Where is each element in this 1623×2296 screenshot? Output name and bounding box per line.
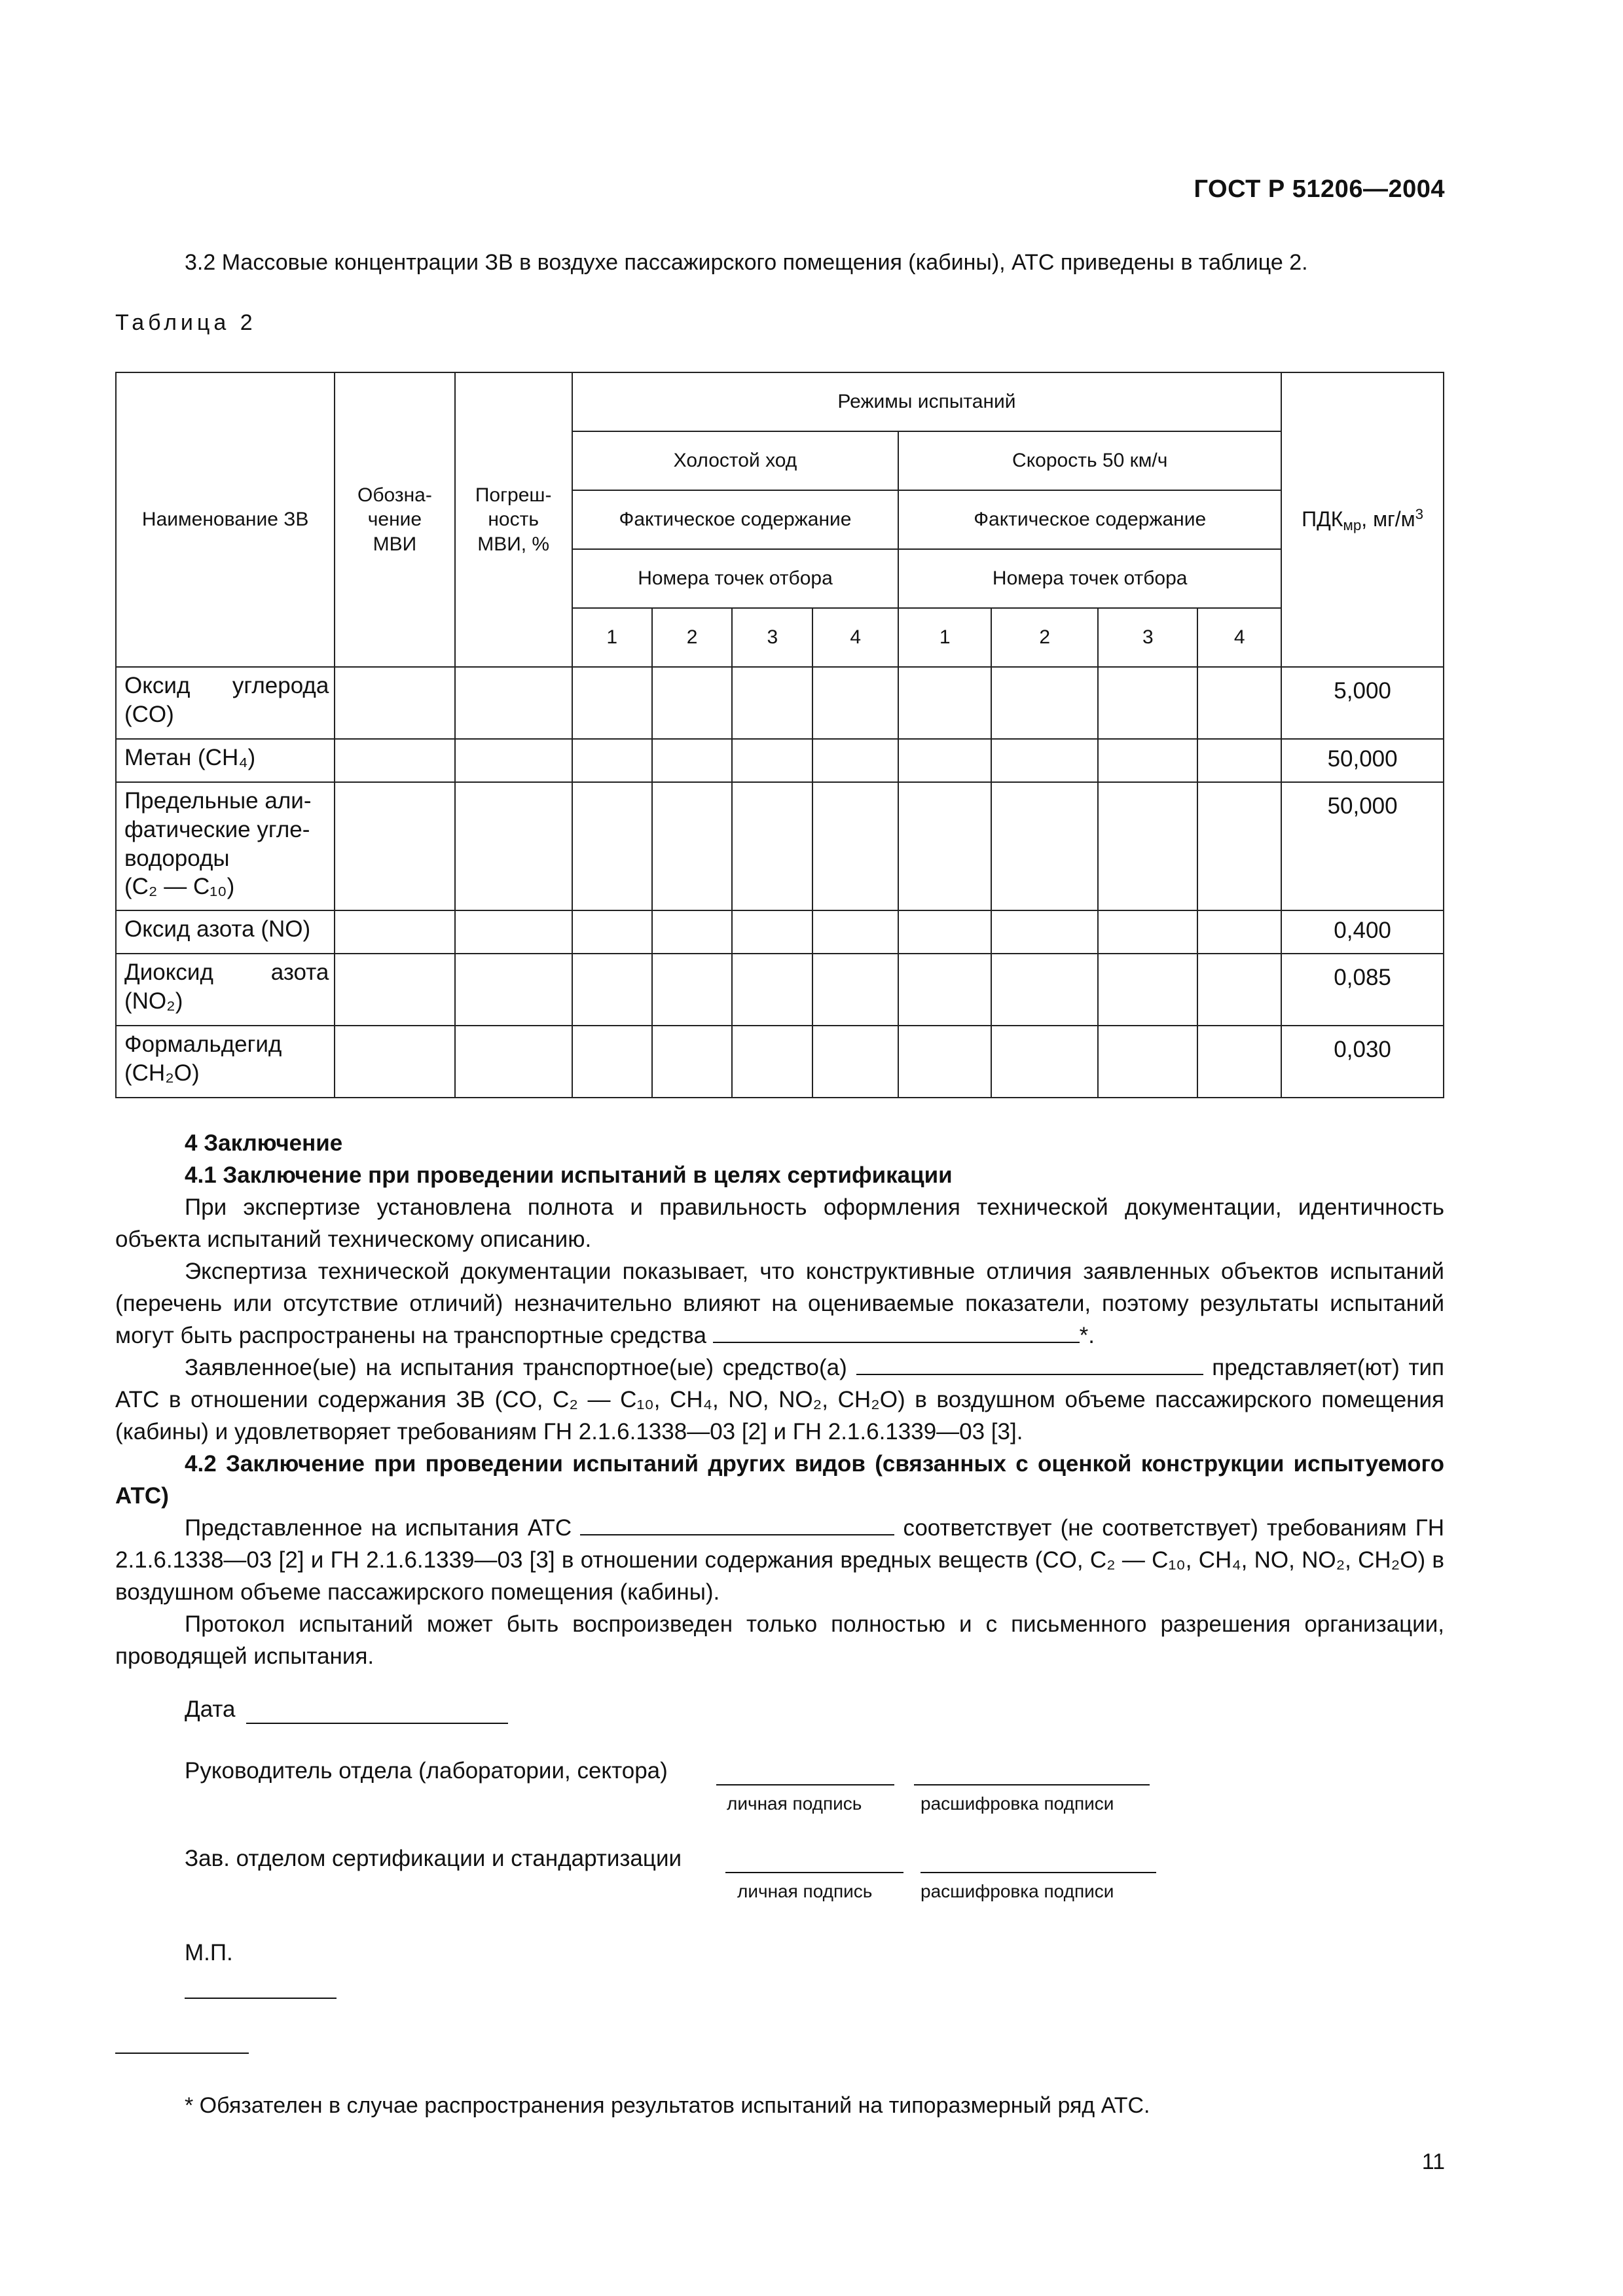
header-name: Наименование ЗВ: [116, 372, 335, 667]
personal-signature-caption: личная подпись: [737, 1881, 873, 1901]
paragraph-4: Представленное на испытания АТС соответствует (не соответствует) требованиям ГН 2.1.6.1338—03 [2] и ГН 2.1.6.1339—03 [3] в отношении содержания вредных веществ (CO, C₂ — C₁₀, CH₄, NO, NO₂, CH₂O) в воздушном объеме пассажирского помещения (кабины).: [115, 1515, 1444, 1605]
page-number: 11: [1421, 2149, 1445, 2174]
personal-signature-caption: личная подпись: [727, 1793, 862, 1814]
pollutant-name: Метан (CH₄): [116, 739, 335, 782]
table-row: [116, 954, 1444, 1026]
signature-decoding-caption: расшифровка подписи: [921, 1793, 1114, 1814]
header-error: Погреш- ность МВИ, %: [455, 372, 572, 667]
cert-name-blank[interactable]: [921, 1848, 1156, 1873]
vehicle-blank[interactable]: [713, 1322, 1080, 1343]
header-pdk: $ПДК_{мр}$, $мг/м^3$: [1281, 372, 1444, 667]
signature-decoding-caption: расшифровка подписи: [921, 1881, 1114, 1901]
pollutant-name: Диоксид азота (NO₂): [116, 954, 335, 1026]
pollutant-name: Формальдегид (CH₂O): [116, 1026, 335, 1098]
point-number: 3: [1098, 608, 1197, 667]
heading-4: 4 Заключение: [185, 1130, 343, 1156]
cert-signature-blank[interactable]: [725, 1848, 903, 1873]
head-name-blank[interactable]: [914, 1761, 1150, 1785]
head-signature-blank[interactable]: [716, 1761, 894, 1785]
heading-4-2: 4.2 Заключение при проведении испытаний других видов (связанных с оценкой конструкции испытуемого АТС): [115, 1451, 1444, 1509]
cert-head-label: Зав. отделом сертификации и стандартизации: [185, 1846, 682, 1871]
table-row: [116, 782, 1444, 910]
concentration-table: [115, 372, 1444, 1098]
table-row: [116, 667, 1444, 739]
date-blank[interactable]: [246, 1699, 508, 1724]
pdk-value: 0,085: [1281, 954, 1444, 1026]
standard-title: ГОСТ Р 51206—2004: [1194, 175, 1445, 203]
vehicle-blank[interactable]: [580, 1515, 894, 1535]
header-actual-content-idle: Фактическое содержание: [572, 490, 898, 549]
point-number: 2: [991, 608, 1098, 667]
paragraph-2: Экспертиза технической документации показывает, что конструктивные отличия заявленных объектов испытаний (перечень или отсутствие отличий) незначительно влияют на оцениваемые показатели, поэтому результаты испытаний могут быть распространены на транспортные средства *.: [115, 1259, 1444, 1348]
point-number: 1: [898, 608, 991, 667]
table-row: [116, 910, 1444, 954]
stamp-line: [185, 1977, 337, 1999]
vehicle-blank[interactable]: [856, 1354, 1203, 1375]
pollutant-name: Оксид углерода (CO): [116, 667, 335, 739]
pollutant-name: Предельные али- фатические угле- водороды (C₂ — C₁₀): [116, 782, 335, 910]
pdk-value: 50,000: [1281, 782, 1444, 910]
header-actual-content-speed: Фактическое содержание: [898, 490, 1281, 549]
pdk-value: 5,000: [1281, 667, 1444, 739]
pollutant-name: Оксид азота (NO): [116, 910, 335, 954]
header-test-modes: Режимы испытаний: [572, 372, 1281, 431]
intro-paragraph: 3.2 Массовые концентрации ЗВ в воздухе пассажирского помещения (кабины), АТС приведены в таблице 2.: [185, 250, 1308, 275]
heading-4-1: 4.1 Заключение при проведении испытаний в целях сертификации: [185, 1162, 953, 1188]
head-label: Руководитель отдела (лаборатории, сектора): [185, 1758, 668, 1784]
pdk-value: 0,400: [1281, 910, 1444, 954]
table-row: [116, 739, 1444, 782]
point-number: 4: [1197, 608, 1281, 667]
header-mvi: Обозна- чение МВИ: [335, 372, 454, 667]
paragraph-5: Протокол испытаний может быть воспроизведен только полностью и с письменного разрешения организации, проводящей испытания.: [115, 1611, 1444, 1669]
table-label: Таблица 2: [115, 310, 257, 335]
header-mode-speed: Скорость 50 км/ч: [898, 431, 1281, 490]
footnote-separator: [115, 2047, 249, 2054]
point-number: 3: [732, 608, 812, 667]
header-sample-points-idle: Номера точек отбора: [572, 549, 898, 608]
paragraph-1: При экспертизе установлена полнота и правильность оформления технической документации, идентичность объекта испытаний техническому описанию.: [115, 1194, 1444, 1252]
stamp-label: М.П.: [185, 1940, 233, 1965]
footnote: * Обязателен в случае распространения результатов испытаний на типоразмерный ряд АТС.: [185, 2093, 1150, 2118]
paragraph-3: Заявленное(ые) на испытания транспортное(ые) средство(а) представляет(ют) тип АТС в отношении содержания ЗВ (CO, C₂ — C₁₀, CH₄, NO, NO₂, CH₂O) в воздушном объеме пассажирского помещения (кабины) и удовлетворяет требованиям ГН 2.1.6.1338—03 [2] и ГН 2.1.6.1339—03 [3].: [115, 1355, 1445, 1444]
point-number: 4: [812, 608, 898, 667]
point-number: 1: [572, 608, 652, 667]
point-number: 2: [652, 608, 733, 667]
conclusion-section: [115, 1127, 1444, 1672]
table-row: [116, 1026, 1444, 1098]
date-label: Дата: [185, 1696, 236, 1722]
header-mode-idle: Холостой ход: [572, 431, 898, 490]
pdk-value: 50,000: [1281, 739, 1444, 782]
pdk-value: 0,030: [1281, 1026, 1444, 1098]
header-sample-points-speed: Номера точек отбора: [898, 549, 1281, 608]
